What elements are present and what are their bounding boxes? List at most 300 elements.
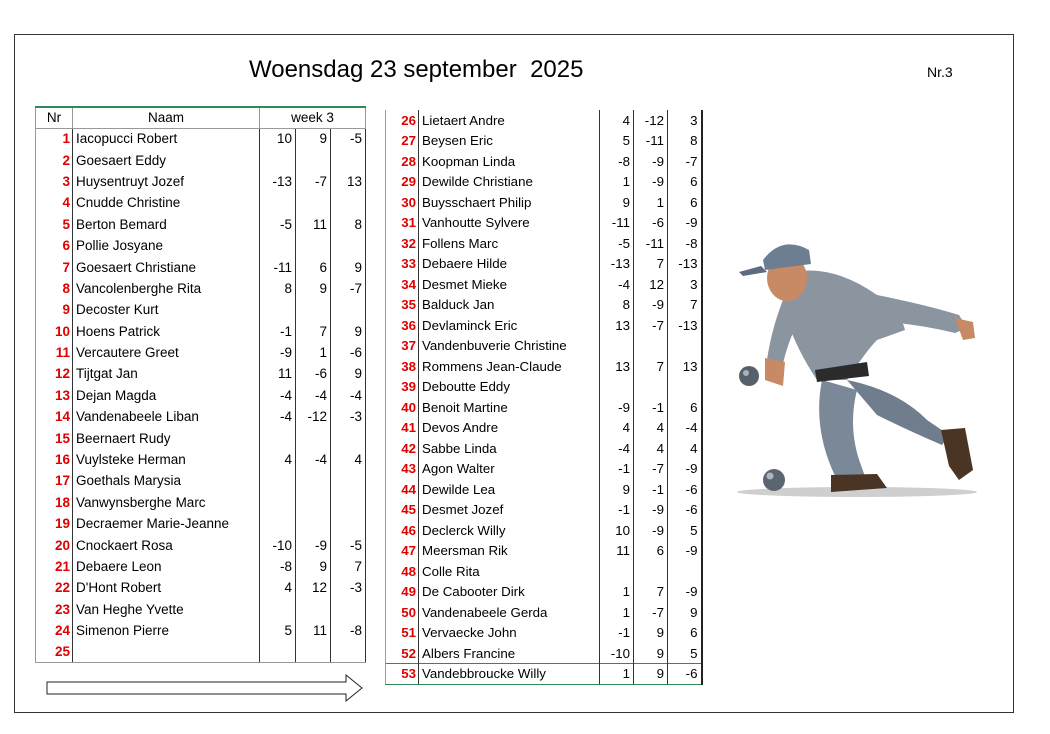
score-1[interactable]: -4 (600, 438, 634, 459)
player-number[interactable]: 20 (36, 534, 73, 555)
score-2[interactable] (296, 149, 331, 170)
table-row (386, 643, 702, 664)
score-2[interactable]: 4 (634, 438, 668, 459)
player-name[interactable]: Devlaminck Eric (419, 315, 600, 336)
player-number[interactable]: 40 (386, 397, 419, 418)
player-number[interactable]: 21 (36, 556, 73, 577)
player-name[interactable]: Vandenabeele Gerda (419, 602, 600, 623)
score-2[interactable]: -1 (634, 479, 668, 500)
player-number[interactable]: 2 (36, 149, 73, 170)
score-2[interactable] (634, 377, 668, 398)
score-3[interactable]: -3 (331, 406, 366, 427)
score-1[interactable]: -9 (600, 397, 634, 418)
score-3[interactable]: 6 (668, 623, 702, 644)
table-row (36, 427, 366, 448)
player-number[interactable]: 12 (36, 363, 73, 384)
score-2[interactable]: -11 (634, 233, 668, 254)
score-3[interactable] (331, 427, 366, 448)
player-number[interactable]: 25 (36, 641, 73, 662)
score-3[interactable]: -7 (668, 151, 702, 172)
player-number[interactable]: 32 (386, 233, 419, 254)
player-name[interactable]: Iacopucci Robert (73, 128, 260, 149)
score-2[interactable] (296, 641, 331, 662)
player-name[interactable]: Goesaert Eddy (73, 149, 260, 170)
score-3[interactable]: -3 (331, 577, 366, 598)
score-2[interactable]: 9 (296, 556, 331, 577)
player-name[interactable]: Rommens Jean-Claude (419, 356, 600, 377)
score-1[interactable] (260, 641, 296, 662)
player-number[interactable]: 22 (36, 577, 73, 598)
table-row (386, 479, 702, 500)
score-2[interactable]: 9 (634, 664, 668, 685)
score-1[interactable] (600, 336, 634, 357)
score-1[interactable]: 5 (260, 620, 296, 641)
player-name[interactable]: Vuylsteke Herman (73, 449, 260, 470)
table-row (36, 128, 366, 149)
score-2[interactable]: -11 (634, 131, 668, 152)
score-1[interactable]: 1 (600, 582, 634, 603)
score-1[interactable]: -9 (260, 342, 296, 363)
score-2[interactable]: 11 (296, 214, 331, 235)
table-row (36, 620, 366, 641)
score-3[interactable]: 9 (668, 602, 702, 623)
table-row (386, 192, 702, 213)
table-row (36, 256, 366, 277)
player-number[interactable]: 24 (36, 620, 73, 641)
score-2[interactable]: -7 (634, 315, 668, 336)
score-1[interactable]: -13 (600, 254, 634, 275)
player-name[interactable]: Colle Rita (419, 561, 600, 582)
table-row (36, 385, 366, 406)
table-row (386, 131, 702, 152)
score-3[interactable] (331, 492, 366, 513)
player-name[interactable]: Decraemer Marie-Jeanne (73, 513, 260, 534)
player-name[interactable]: Dejan Magda (73, 385, 260, 406)
player-number[interactable]: 8 (36, 278, 73, 299)
score-3[interactable]: -4 (668, 418, 702, 439)
score-2[interactable]: 7 (296, 321, 331, 342)
score-3[interactable]: -9 (668, 582, 702, 603)
score-3[interactable]: 5 (668, 520, 702, 541)
score-1[interactable]: 10 (600, 520, 634, 541)
table-row (36, 406, 366, 427)
score-3[interactable]: 9 (331, 321, 366, 342)
player-name[interactable]: Debaere Leon (73, 556, 260, 577)
player-name[interactable]: De Cabooter Dirk (419, 582, 600, 603)
player-name[interactable]: Lietaert Andre (419, 110, 600, 131)
score-2[interactable]: -9 (634, 172, 668, 193)
score-1[interactable]: -4 (260, 406, 296, 427)
player-number[interactable]: 23 (36, 599, 73, 620)
score-1[interactable] (600, 561, 634, 582)
player-name[interactable]: Vanwynsberghe Marc (73, 492, 260, 513)
player-name[interactable]: Simenon Pierre (73, 620, 260, 641)
right-arrow-icon (46, 674, 364, 702)
score-3[interactable]: -9 (668, 541, 702, 562)
score-2[interactable]: 12 (296, 577, 331, 598)
score-2[interactable]: 9 (634, 623, 668, 644)
score-1[interactable]: 4 (600, 418, 634, 439)
player-name[interactable]: Benoit Martine (419, 397, 600, 418)
score-1[interactable] (260, 513, 296, 534)
score-1[interactable]: 8 (260, 278, 296, 299)
score-1[interactable]: 4 (600, 110, 634, 131)
player-number[interactable]: 33 (386, 254, 419, 275)
score-2[interactable]: -7 (634, 602, 668, 623)
score-1[interactable]: -10 (260, 534, 296, 555)
score-1[interactable]: 5 (600, 131, 634, 152)
score-1[interactable]: 1 (600, 664, 634, 685)
player-name[interactable]: Pollie Josyane (73, 235, 260, 256)
score-2[interactable]: -4 (296, 385, 331, 406)
score-3[interactable]: 6 (668, 192, 702, 213)
score-3[interactable]: -5 (331, 534, 366, 555)
table-row (36, 492, 366, 513)
score-3[interactable] (331, 641, 366, 662)
player-number[interactable]: 14 (36, 406, 73, 427)
player-number[interactable]: 15 (36, 427, 73, 448)
player-number[interactable]: 7 (36, 256, 73, 277)
score-3[interactable] (668, 336, 702, 357)
table-row (36, 192, 366, 213)
player-name[interactable]: Albers Francine (419, 643, 600, 664)
score-3[interactable] (331, 299, 366, 320)
player-number[interactable]: 39 (386, 377, 419, 398)
score-3[interactable]: 7 (331, 556, 366, 577)
score-2[interactable]: -6 (634, 213, 668, 234)
player-name[interactable]: Balduck Jan (419, 295, 600, 316)
player-number[interactable]: 49 (386, 582, 419, 603)
table-row (386, 295, 702, 316)
player-name[interactable] (73, 641, 260, 662)
score-1[interactable] (260, 427, 296, 448)
score-3[interactable]: -8 (668, 233, 702, 254)
score-1[interactable]: -1 (600, 500, 634, 521)
score-2[interactable]: -7 (296, 171, 331, 192)
score-3[interactable]: 3 (668, 110, 702, 131)
score-1[interactable]: 9 (600, 192, 634, 213)
player-number[interactable]: 9 (36, 299, 73, 320)
score-3[interactable]: -5 (331, 128, 366, 149)
score-2[interactable] (296, 599, 331, 620)
table-row (386, 500, 702, 521)
player-number[interactable]: 46 (386, 520, 419, 541)
score-2[interactable]: 6 (634, 541, 668, 562)
player-number[interactable]: 27 (386, 131, 419, 152)
player-name[interactable]: Desmet Mieke (419, 274, 600, 295)
player-name[interactable]: Huysentruyt Jozef (73, 171, 260, 192)
score-2[interactable]: 9 (296, 278, 331, 299)
table-row (386, 459, 702, 480)
score-2[interactable] (634, 336, 668, 357)
score-2[interactable] (296, 299, 331, 320)
score-1[interactable]: -4 (600, 274, 634, 295)
player-name[interactable]: Follens Marc (419, 233, 600, 254)
score-3[interactable] (668, 377, 702, 398)
score-3[interactable]: 8 (668, 131, 702, 152)
player-number[interactable]: 31 (386, 213, 419, 234)
score-3[interactable]: 9 (331, 363, 366, 384)
player-name[interactable]: Vercautere Greet (73, 342, 260, 363)
player-number[interactable]: 5 (36, 214, 73, 235)
score-3[interactable]: -8 (331, 620, 366, 641)
player-name[interactable]: Cnockaert Rosa (73, 534, 260, 555)
score-3[interactable]: -9 (668, 459, 702, 480)
player-name[interactable]: Buysschaert Philip (419, 192, 600, 213)
player-number[interactable]: 19 (36, 513, 73, 534)
score-3[interactable]: 3 (668, 274, 702, 295)
player-name[interactable]: Debaere Hilde (419, 254, 600, 275)
player-number[interactable]: 45 (386, 500, 419, 521)
score-1[interactable]: 10 (260, 128, 296, 149)
header-nr[interactable]: Nr (36, 107, 73, 128)
score-3[interactable]: -13 (668, 315, 702, 336)
player-name[interactable]: Tijtgat Jan (73, 363, 260, 384)
player-number[interactable]: 13 (36, 385, 73, 406)
score-1[interactable]: -8 (260, 556, 296, 577)
player-number[interactable]: 37 (386, 336, 419, 357)
score-2[interactable]: -9 (634, 295, 668, 316)
table-row (36, 299, 366, 320)
table-row (386, 254, 702, 275)
score-2[interactable]: 6 (296, 256, 331, 277)
player-number[interactable]: 36 (386, 315, 419, 336)
score-2[interactable] (296, 470, 331, 491)
player-name[interactable]: D'Hont Robert (73, 577, 260, 598)
score-1[interactable]: -13 (260, 171, 296, 192)
score-2[interactable]: 4 (634, 418, 668, 439)
score-2[interactable] (296, 427, 331, 448)
score-1[interactable] (260, 192, 296, 213)
player-number[interactable]: 38 (386, 356, 419, 377)
score-2[interactable]: -7 (634, 459, 668, 480)
player-number[interactable]: 51 (386, 623, 419, 644)
table-row (36, 641, 366, 662)
player-number[interactable]: 3 (36, 171, 73, 192)
score-2[interactable]: 9 (634, 643, 668, 664)
score-3[interactable] (331, 235, 366, 256)
player-name[interactable]: Beernaert Rudy (73, 427, 260, 448)
score-1[interactable]: 1 (600, 602, 634, 623)
score-3[interactable]: 6 (668, 172, 702, 193)
table-row (386, 541, 702, 562)
player-number[interactable]: 4 (36, 192, 73, 213)
score-2[interactable]: -9 (634, 520, 668, 541)
score-3[interactable] (331, 470, 366, 491)
score-1[interactable]: 11 (260, 363, 296, 384)
score-1[interactable] (260, 149, 296, 170)
player-name[interactable]: Vandenabeele Liban (73, 406, 260, 427)
player-name[interactable]: Vanhoutte Sylvere (419, 213, 600, 234)
score-2[interactable]: 7 (634, 356, 668, 377)
score-2[interactable] (296, 513, 331, 534)
score-2[interactable]: -12 (634, 110, 668, 131)
player-number[interactable]: 16 (36, 449, 73, 470)
score-3[interactable] (668, 561, 702, 582)
table-row (386, 397, 702, 418)
score-1[interactable] (260, 599, 296, 620)
player-name[interactable]: Cnudde Christine (73, 192, 260, 213)
player-number[interactable]: 47 (386, 541, 419, 562)
table-row (386, 623, 702, 644)
score-3[interactable]: 4 (331, 449, 366, 470)
player-name[interactable]: Sabbe Linda (419, 438, 600, 459)
score-1[interactable]: -5 (600, 233, 634, 254)
player-number[interactable]: 52 (386, 643, 419, 664)
score-3[interactable]: 7 (668, 295, 702, 316)
score-2[interactable]: 1 (296, 342, 331, 363)
score-1[interactable]: -1 (600, 459, 634, 480)
score-1[interactable]: 4 (260, 449, 296, 470)
score-2[interactable]: -1 (634, 397, 668, 418)
player-name[interactable]: Vandebbroucke Willy (419, 664, 600, 685)
player-number[interactable]: 42 (386, 438, 419, 459)
table-row (386, 582, 702, 603)
table-row (36, 171, 366, 192)
player-number[interactable]: 11 (36, 342, 73, 363)
player-number[interactable]: 26 (386, 110, 419, 131)
score-2[interactable]: 7 (634, 582, 668, 603)
player-name[interactable]: Vervaecke John (419, 623, 600, 644)
player-name[interactable]: Goethals Marysia (73, 470, 260, 491)
score-1[interactable]: -1 (260, 321, 296, 342)
score-2[interactable]: 12 (634, 274, 668, 295)
table-row (386, 213, 702, 234)
player-name[interactable]: Goesaert Christiane (73, 256, 260, 277)
score-1[interactable]: 1 (600, 172, 634, 193)
score-3[interactable] (331, 149, 366, 170)
header-naam[interactable]: Naam (73, 107, 260, 128)
score-3[interactable]: -6 (668, 500, 702, 521)
player-name[interactable]: Desmet Jozef (419, 500, 600, 521)
player-number[interactable]: 48 (386, 561, 419, 582)
score-2[interactable]: -6 (296, 363, 331, 384)
player-name[interactable]: Vandenbuverie Christine (419, 336, 600, 357)
player-name[interactable]: Meersman Rik (419, 541, 600, 562)
score-3[interactable] (331, 513, 366, 534)
score-1[interactable]: 13 (600, 356, 634, 377)
player-number[interactable]: 44 (386, 479, 419, 500)
player-name[interactable]: Agon Walter (419, 459, 600, 480)
table-row (386, 438, 702, 459)
score-3[interactable]: -7 (331, 278, 366, 299)
table-header (36, 107, 366, 128)
score-1[interactable]: 8 (600, 295, 634, 316)
score-1[interactable] (260, 235, 296, 256)
score-1[interactable]: -8 (600, 151, 634, 172)
player-name[interactable]: Deboutte Eddy (419, 377, 600, 398)
score-2[interactable]: -9 (634, 500, 668, 521)
score-3[interactable]: -6 (668, 479, 702, 500)
player-name[interactable]: Beysen Eric (419, 131, 600, 152)
player-number[interactable]: 35 (386, 295, 419, 316)
player-number[interactable]: 10 (36, 321, 73, 342)
score-2[interactable]: 9 (296, 128, 331, 149)
score-1[interactable]: 9 (600, 479, 634, 500)
petanque-player-illustration (727, 230, 977, 500)
score-3[interactable]: 6 (668, 397, 702, 418)
player-number[interactable]: 34 (386, 274, 419, 295)
score-2[interactable] (296, 192, 331, 213)
score-3[interactable] (331, 192, 366, 213)
score-1[interactable] (260, 492, 296, 513)
score-3[interactable]: -13 (668, 254, 702, 275)
score-1[interactable]: -11 (600, 213, 634, 234)
score-2[interactable]: 11 (296, 620, 331, 641)
score-2[interactable] (296, 235, 331, 256)
score-1[interactable]: -10 (600, 643, 634, 664)
player-number[interactable]: 30 (386, 192, 419, 213)
score-3[interactable]: -4 (331, 385, 366, 406)
score-1[interactable] (260, 470, 296, 491)
score-2[interactable]: 7 (634, 254, 668, 275)
score-1[interactable]: 11 (600, 541, 634, 562)
player-number[interactable]: 6 (36, 235, 73, 256)
score-1[interactable]: -4 (260, 385, 296, 406)
score-2[interactable]: -4 (296, 449, 331, 470)
score-3[interactable]: -6 (331, 342, 366, 363)
player-name[interactable]: Devos Andre (419, 418, 600, 439)
score-1[interactable]: 4 (260, 577, 296, 598)
score-3[interactable]: 4 (668, 438, 702, 459)
score-1[interactable]: -1 (600, 623, 634, 644)
score-3[interactable]: 5 (668, 643, 702, 664)
score-2[interactable]: -9 (634, 151, 668, 172)
player-number[interactable]: 1 (36, 128, 73, 149)
player-name[interactable]: Vancolenberghe Rita (73, 278, 260, 299)
player-number[interactable]: 28 (386, 151, 419, 172)
player-name[interactable]: Koopman Linda (419, 151, 600, 172)
player-name[interactable]: Hoens Patrick (73, 321, 260, 342)
player-name[interactable]: Berton Bemard (73, 214, 260, 235)
score-1[interactable]: 13 (600, 315, 634, 336)
player-name[interactable]: Decoster Kurt (73, 299, 260, 320)
score-3[interactable]: 13 (331, 171, 366, 192)
score-1[interactable] (260, 299, 296, 320)
score-3[interactable]: 9 (331, 256, 366, 277)
player-number[interactable]: 18 (36, 492, 73, 513)
player-number[interactable]: 43 (386, 459, 419, 480)
table-row (36, 363, 366, 384)
score-1[interactable]: -5 (260, 214, 296, 235)
page-title: Woensdag 23 september 2025 (249, 56, 584, 83)
player-name[interactable]: Dewilde Christiane (419, 172, 600, 193)
player-number[interactable]: 29 (386, 172, 419, 193)
score-3[interactable] (331, 599, 366, 620)
player-number[interactable]: 41 (386, 418, 419, 439)
score-3[interactable]: 13 (668, 356, 702, 377)
player-name[interactable]: Dewilde Lea (419, 479, 600, 500)
player-name[interactable]: Declerck Willy (419, 520, 600, 541)
table-row (386, 664, 702, 685)
score-1[interactable]: -11 (260, 256, 296, 277)
score-3[interactable]: -6 (668, 664, 702, 685)
score-1[interactable] (600, 377, 634, 398)
score-3[interactable]: 8 (331, 214, 366, 235)
player-number[interactable]: 17 (36, 470, 73, 491)
header-week[interactable]: week 3 (260, 107, 366, 128)
score-2[interactable]: -9 (296, 534, 331, 555)
score-2[interactable]: -12 (296, 406, 331, 427)
score-2[interactable]: 1 (634, 192, 668, 213)
player-number[interactable]: 50 (386, 602, 419, 623)
score-2[interactable] (634, 561, 668, 582)
player-number[interactable]: 53 (386, 664, 419, 685)
score-3[interactable]: -9 (668, 213, 702, 234)
score-2[interactable] (296, 492, 331, 513)
player-name[interactable]: Van Heghe Yvette (73, 599, 260, 620)
table-row (36, 214, 366, 235)
